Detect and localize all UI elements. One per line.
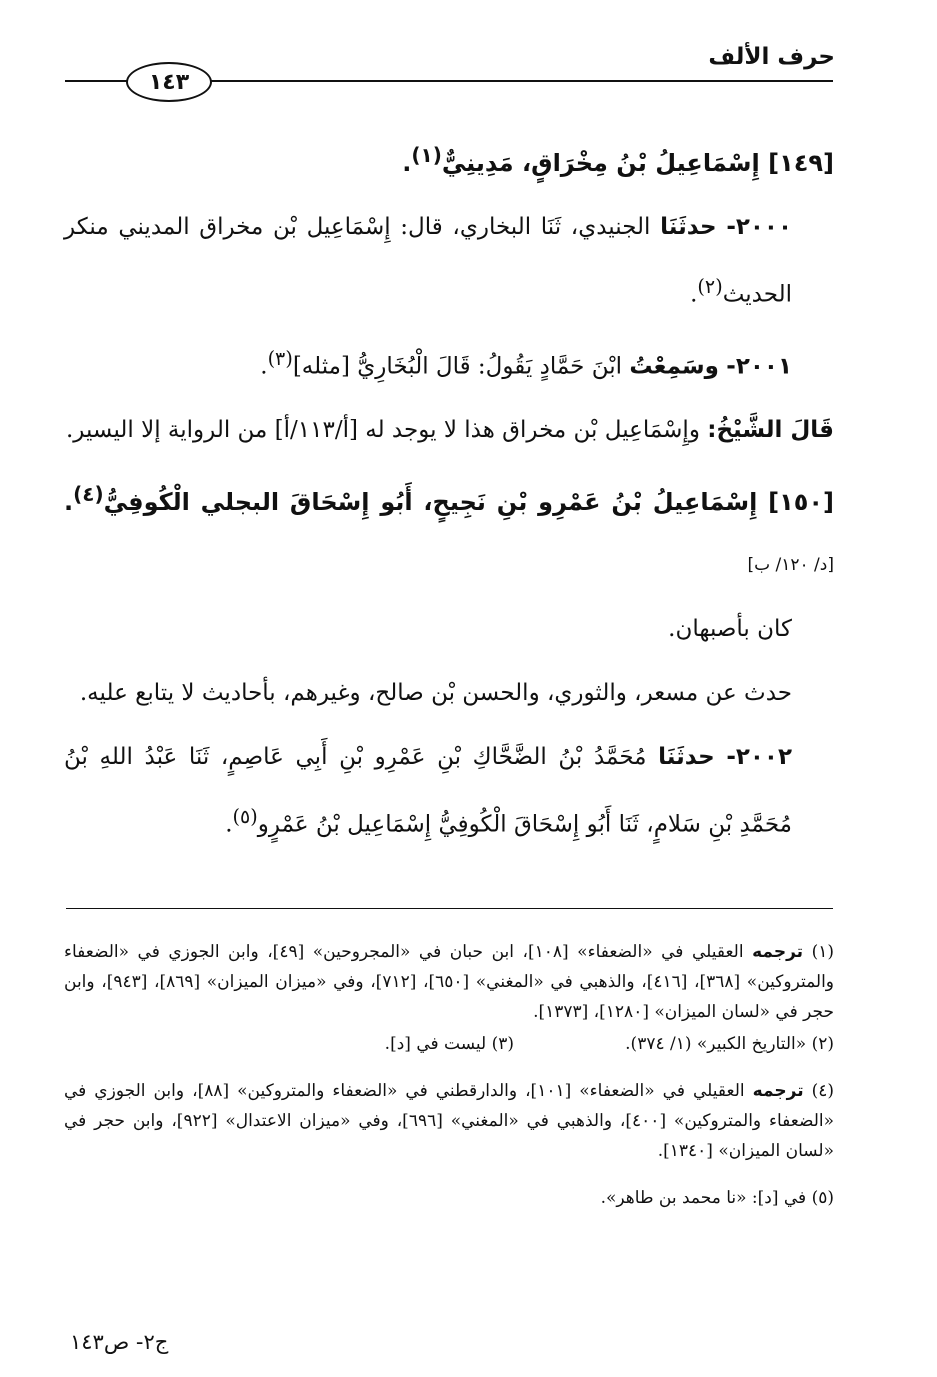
narration-2000-lead: حدثَنَا — [660, 214, 717, 240]
narration-2001-note: (٣) — [267, 346, 293, 370]
narration-2002-lead: حدثَنَا — [658, 744, 715, 771]
footnote-row-2-3 — [64, 1029, 834, 1059]
manuscript-ref: [د/ ١٢٠/ ب] — [747, 555, 834, 576]
narration-2000-text: الجنيدي، ثَنَا البخاري، قال: إِسْمَاعِيل بْن مخراق المديني منكر الحديث — [64, 214, 792, 308]
entry-150-name: إِسْمَاعِيلُ بْنُ عَمْرِو بْنِ نَجِيحٍ، أَبُو إِسْحَاقَ البجلي الْكُوفِيُّ — [103, 488, 758, 517]
narration-2002: ٢٠٠٢- حدثَنَا مُحَمَّدُ بْنُ الضَّحَّاكِ بْنِ عَمْرِو بْنِ أَبِي عَاصِمٍ، ثَنَا عَبْدُ اللهِ بْنُ مُحَمَّدِ بْنِ سَلامٍ، ثَنَا أَبُو إِسْحَاقَ الْكُوفِيُّ إِسْمَاعِيل بْنُ عَمْرٍو$^{(٥)}$. — [64, 744, 793, 838]
hadath-paragraph: حدث عن مسعر، والثوري، والحسن بْن صالح، وغيرهم، بأحاديث لا يتابع عليه. — [79, 680, 792, 707]
footnote-1 — [64, 937, 834, 1027]
footnote-4-lead: ترجمه — [752, 1081, 804, 1101]
entry-149-heading: [١٤٩] إِسْمَاعِيلُ بْنُ مِخْرَاقٍ، مَدِينِيٌّ$^{(١)}$. — [402, 143, 834, 177]
sheikh-comment-text: وإِسْمَاعِيل بْن مخراق هذا لا يوجد له [أ/١١٣/أ] من الرواية إلا اليسير. — [65, 417, 700, 444]
narration-2000-note: (٢) — [697, 275, 723, 298]
footnote-4-number: (٤) — [811, 1081, 835, 1101]
footnote-1-text: العقيلي في «الضعفاء» [١٠٨]، ابن حبان في «المجروحين» [٤٩]، وابن الجوزي في «الضعفاء والمتروكين» [٣٦٨]، [٤١٦]، والذهبي في «المغني» [٦٥٠]، [٧١٢]، وفي «ميزان الميزان» [٨٦٩]، [٩٤٣]، وابن حجر في «لسان الميزان» [١٢٨٠]، [١٣٧٣]. — [64, 942, 835, 1022]
narration-2001: ٢٠٠١- وسَمِعْتُ ابْنَ حَمَّادٍ يَقُولُ: قَالَ الْبُخَارِيُّ [مثله]$^{(٣)}$. — [260, 346, 792, 380]
footnotes — [64, 920, 834, 1215]
volume-page-ref: ج٢- ص١٤٣ — [70, 1330, 169, 1354]
entry-150-heading: [١٥٠] إِسْمَاعِيلُ بْنُ عَمْرِو بْنِ نَجِيحٍ، أَبُو إِسْحَاقَ البجلي الْكُوفِيُّ$^{(٤)}$. [د/ ١٢٠/ ب] — [64, 482, 835, 576]
footnote-4-text: العقيلي في «الضعفاء» [١٠١]، والدارقطني في «الضعفاء والمتروكين» [٨٨]، وابن الجوزي في «الضعفاء والمتروكين» [٤٠٠]، والذهبي في «المغني» [٦٩٦]، وفي «ميزان الاعتدال» [٩٢٢]، وابن حجر في «لسان الميزان» [١٣٤٠]. — [64, 1081, 835, 1161]
narration-2002-note: (٥) — [232, 805, 258, 829]
narration-2002-number: ٢٠٠٢- — [726, 744, 793, 771]
entry-150-note: (٤) — [73, 482, 104, 507]
narration-2002-text: مُحَمَّدُ بْنُ الضَّحَّاكِ بْنِ عَمْرِو بْنِ أَبِي عَاصِمٍ، ثَنَا عَبْدُ اللهِ بْنُ مُحَمَّدِ بْنِ سَلامٍ، ثَنَا أَبُو إِسْحَاقَ الْكُوفِيُّ إِسْمَاعِيل بْنُ عَمْرٍو — [64, 744, 792, 838]
footnote-4 — [64, 1076, 834, 1166]
footnote-2: (٢) «التاريخ الكبير» (١/ ٣٧٤). — [625, 1034, 834, 1054]
footnote-1-lead: ترجمه — [752, 942, 804, 962]
chapter-title: حرف الألف — [708, 44, 835, 70]
footnote-3: (٣) ليست في [د]. — [384, 1034, 514, 1054]
narration-2000-number: ٢٠٠٠- — [726, 214, 793, 240]
footnote-1-number: (١) — [811, 942, 834, 962]
entry-149-number: [١٤٩] — [768, 149, 834, 177]
sheikh-comment — [64, 400, 834, 460]
isfahan-line: كان بأصبهان. — [668, 616, 792, 643]
footnote-rule — [66, 908, 833, 909]
page-number: ١٤٣ — [148, 69, 190, 95]
main-text — [64, 125, 834, 859]
entry-149-note: (١) — [411, 143, 442, 167]
narration-2001-number: ٢٠٠١- — [726, 353, 792, 380]
narration-2000: ٢٠٠٠- حدثَنَا الجنيدي، ثَنَا البخاري، قال: إِسْمَاعِيل بْن مخراق المديني منكر الحديث$^{(٢)}$. — [64, 214, 793, 308]
narration-2001-lead: وسَمِعْتُ — [629, 353, 719, 380]
narration-2001-text: ابْنَ حَمَّادٍ يَقُولُ: قَالَ الْبُخَارِيُّ [مثله] — [292, 353, 622, 380]
entry-150-number: [١٥٠] — [768, 488, 835, 517]
footnote-5: (٥) في [د]: «نا محمد بن طاهر». — [600, 1188, 834, 1208]
page-number-badge — [126, 62, 212, 102]
sheikh-comment-lead: قَالَ الشَّيْخُ: — [707, 417, 834, 444]
entry-149-name: إِسْمَاعِيلُ بْنُ مِخْرَاقٍ، مَدِينِيٌّ — [441, 149, 760, 177]
